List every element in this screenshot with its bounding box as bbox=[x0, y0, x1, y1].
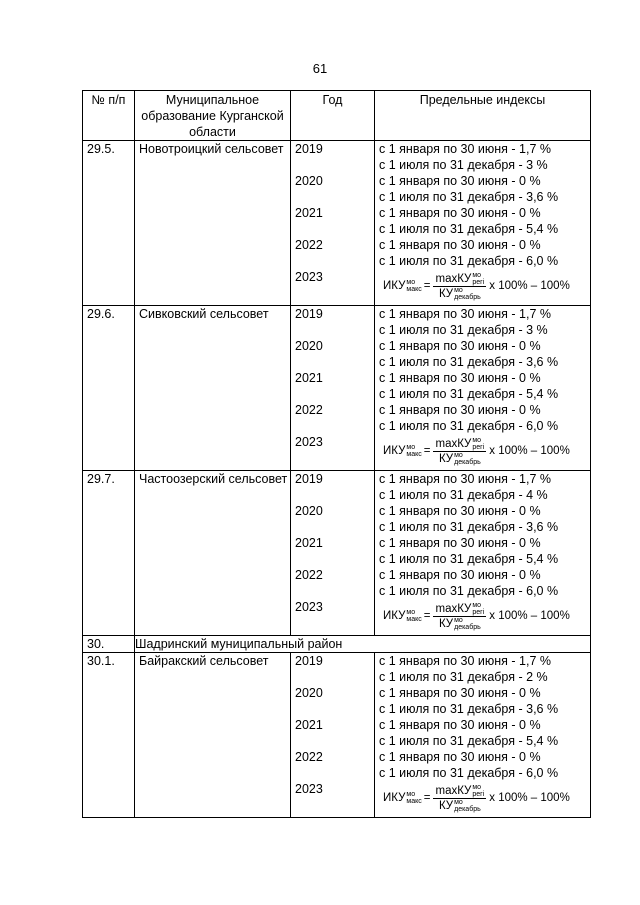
table-body bbox=[83, 141, 591, 818]
formula-num-indices bbox=[472, 784, 484, 798]
index-line: с 1 января по 30 июня - 0 % bbox=[379, 686, 541, 700]
row-number-text: 29.6. bbox=[87, 307, 115, 321]
formula-den-indices bbox=[454, 287, 481, 301]
formula-lhs: ИКУ bbox=[383, 610, 406, 622]
formula-num-sup: мо bbox=[472, 271, 482, 279]
row-number-text: 30.1. bbox=[87, 654, 115, 668]
formula-num-indices bbox=[472, 602, 484, 616]
year-value: 2023 bbox=[295, 782, 323, 796]
year-value: 2019 bbox=[295, 142, 323, 156]
indices-cell bbox=[375, 141, 591, 306]
index-line: с 1 января по 30 июня - 0 % bbox=[379, 206, 541, 220]
formula-den-main: КУ bbox=[438, 799, 454, 812]
formula-num-sup: мо bbox=[472, 601, 482, 609]
formula bbox=[383, 781, 570, 815]
index-line: с 1 июля по 31 декабря - 3,6 % bbox=[379, 702, 559, 716]
formula-lhs-indices bbox=[406, 279, 421, 293]
formula-row bbox=[379, 434, 590, 470]
year-cell bbox=[291, 471, 375, 636]
row-number bbox=[83, 141, 135, 306]
row-number bbox=[83, 653, 135, 818]
municipality-name-text: Байракский сельсовет bbox=[139, 654, 269, 668]
index-line: с 1 июля по 31 декабря - 3,6 % bbox=[379, 520, 559, 534]
formula-denominator bbox=[437, 799, 483, 813]
index-line: с 1 января по 30 июня - 0 % bbox=[379, 750, 541, 764]
formula-equals: = bbox=[423, 610, 431, 622]
index-line: с 1 июля по 31 декабря - 3 % bbox=[379, 158, 548, 172]
municipality-name-text: Новотроицкий сельсовет bbox=[139, 142, 284, 156]
index-line: с 1 июля по 31 декабря - 4 % bbox=[379, 488, 548, 502]
formula-num-main: maxКУ bbox=[435, 602, 472, 615]
municipality-name bbox=[135, 306, 291, 471]
year-value: 2022 bbox=[295, 238, 323, 252]
formula-den-main: КУ bbox=[438, 287, 454, 300]
header-year: Год bbox=[291, 91, 375, 141]
page-number: 61 bbox=[312, 61, 328, 76]
formula-den-sup: мо bbox=[454, 616, 463, 624]
municipality-name bbox=[135, 653, 291, 818]
formula-num-main: maxКУ bbox=[435, 784, 472, 797]
index-line: с 1 июля по 31 декабря - 5,4 % bbox=[379, 222, 559, 236]
formula-tail: x 100% – 100% bbox=[489, 445, 570, 457]
formula bbox=[383, 434, 570, 468]
formula-numerator bbox=[433, 272, 486, 287]
index-line: с 1 июля по 31 декабря - 6,0 % bbox=[379, 584, 559, 598]
formula bbox=[383, 269, 570, 303]
indices-cell bbox=[375, 653, 591, 818]
municipality-name-text: Частоозерский сельсовет bbox=[139, 472, 288, 486]
formula-fraction bbox=[433, 784, 486, 813]
formula-lhs-indices bbox=[406, 609, 421, 623]
table-row bbox=[83, 471, 591, 636]
year-value: 2019 bbox=[295, 307, 323, 321]
year-value: 2023 bbox=[295, 435, 323, 449]
index-line: с 1 января по 30 июня - 1,7 % bbox=[379, 472, 551, 486]
year-value: 2020 bbox=[295, 504, 323, 518]
header-municipality: Муниципальное образование Курганской области bbox=[135, 91, 291, 141]
formula-lhs-sub: макс bbox=[406, 286, 422, 293]
indices-cell bbox=[375, 471, 591, 636]
index-line: с 1 июля по 31 декабря - 5,4 % bbox=[379, 552, 559, 566]
formula-num-sub: регі bbox=[472, 608, 485, 616]
year-cell bbox=[291, 653, 375, 818]
municipality-name bbox=[135, 141, 291, 306]
index-line: с 1 января по 30 июня - 0 % bbox=[379, 174, 541, 188]
year-value: 2021 bbox=[295, 206, 323, 220]
row-number bbox=[83, 471, 135, 636]
year-value: 2019 bbox=[295, 654, 323, 668]
indices-cell bbox=[375, 306, 591, 471]
index-line: с 1 июля по 31 декабря - 3,6 % bbox=[379, 355, 559, 369]
formula-row bbox=[379, 599, 590, 635]
formula-den-sub: декабрь bbox=[454, 805, 481, 813]
formula-num-sub: регі bbox=[472, 278, 485, 286]
table-row bbox=[83, 653, 591, 818]
formula-numerator bbox=[433, 602, 486, 617]
year-cell bbox=[291, 141, 375, 306]
formula-lhs: ИКУ bbox=[383, 792, 406, 804]
district-name: Шадринский муниципальный район bbox=[135, 636, 591, 653]
municipality-name-text: Сивковский сельсовет bbox=[139, 307, 269, 321]
year-value: 2020 bbox=[295, 174, 323, 188]
year-value: 2022 bbox=[295, 403, 323, 417]
formula-tail: x 100% – 100% bbox=[489, 280, 570, 292]
index-line: с 1 января по 30 июня - 1,7 % bbox=[379, 654, 551, 668]
year-cell bbox=[291, 306, 375, 471]
formula-lhs-sup: мо bbox=[406, 444, 416, 451]
header-num: № п/п bbox=[83, 91, 135, 141]
year-value: 2020 bbox=[295, 686, 323, 700]
district-row bbox=[83, 636, 591, 653]
table-header-row bbox=[83, 91, 591, 141]
formula-num-sub: регі bbox=[472, 790, 485, 798]
index-line: с 1 января по 30 июня - 0 % bbox=[379, 371, 541, 385]
formula-row bbox=[379, 781, 590, 817]
index-line: с 1 января по 30 июня - 0 % bbox=[379, 238, 541, 252]
municipality-name bbox=[135, 471, 291, 636]
row-number-text: 29.5. bbox=[87, 142, 115, 156]
formula-tail: x 100% – 100% bbox=[489, 792, 570, 804]
index-line: с 1 января по 30 июня - 1,7 % bbox=[379, 307, 551, 321]
formula-denominator bbox=[437, 452, 483, 466]
formula-lhs: ИКУ bbox=[383, 280, 406, 292]
index-line: с 1 июля по 31 декабря - 3 % bbox=[379, 323, 548, 337]
formula-denominator bbox=[437, 617, 483, 631]
formula-den-main: КУ bbox=[438, 617, 454, 630]
formula-num-sub: регі bbox=[472, 443, 485, 451]
index-line: с 1 июля по 31 декабря - 2 % bbox=[379, 670, 548, 684]
formula-den-sub: декабрь bbox=[454, 293, 481, 301]
index-line: с 1 января по 30 июня - 0 % bbox=[379, 536, 541, 550]
index-line: с 1 января по 30 июня - 0 % bbox=[379, 339, 541, 353]
year-value: 2021 bbox=[295, 371, 323, 385]
district-number: 30. bbox=[83, 636, 135, 653]
formula-lhs-sub: макс bbox=[406, 616, 422, 623]
formula-den-indices bbox=[454, 452, 481, 466]
table-row bbox=[83, 306, 591, 471]
year-value: 2022 bbox=[295, 568, 323, 582]
year-value: 2021 bbox=[295, 536, 323, 550]
index-line: с 1 января по 30 июня - 0 % bbox=[379, 403, 541, 417]
year-value: 2023 bbox=[295, 600, 323, 614]
index-line: с 1 июля по 31 декабря - 5,4 % bbox=[379, 734, 559, 748]
formula-num-sup: мо bbox=[472, 783, 482, 791]
formula-den-sup: мо bbox=[454, 798, 463, 806]
formula-equals: = bbox=[423, 280, 431, 292]
formula-den-indices bbox=[454, 617, 481, 631]
year-value: 2020 bbox=[295, 339, 323, 353]
formula-den-main: КУ bbox=[438, 452, 454, 465]
index-line: с 1 июля по 31 декабря - 5,4 % bbox=[379, 387, 559, 401]
year-value: 2023 bbox=[295, 270, 323, 284]
indices-table bbox=[82, 90, 591, 818]
formula-lhs-sub: макс bbox=[406, 451, 422, 458]
formula-lhs-sub: макс bbox=[406, 798, 422, 805]
formula-lhs-indices bbox=[406, 791, 421, 805]
formula-lhs-sup: мо bbox=[406, 279, 416, 286]
formula-equals: = bbox=[423, 792, 431, 804]
formula-den-sup: мо bbox=[454, 451, 463, 459]
index-line: с 1 января по 30 июня - 1,7 % bbox=[379, 142, 551, 156]
formula-den-sub: декабрь bbox=[454, 623, 481, 631]
formula-row bbox=[379, 269, 590, 305]
row-number-text: 29.7. bbox=[87, 472, 115, 486]
header-indices: Предельные индексы bbox=[375, 91, 591, 141]
formula-num-sup: мо bbox=[472, 436, 482, 444]
row-number bbox=[83, 306, 135, 471]
index-line: с 1 июля по 31 декабря - 6,0 % bbox=[379, 766, 559, 780]
year-value: 2022 bbox=[295, 750, 323, 764]
formula-fraction bbox=[433, 602, 486, 631]
formula-tail: x 100% – 100% bbox=[489, 610, 570, 622]
index-line: с 1 января по 30 июня - 0 % bbox=[379, 718, 541, 732]
formula-lhs-sup: мо bbox=[406, 791, 416, 798]
index-line: с 1 июля по 31 декабря - 6,0 % bbox=[379, 254, 559, 268]
formula-num-indices bbox=[472, 437, 484, 451]
formula-numerator bbox=[433, 437, 486, 452]
table-row bbox=[83, 141, 591, 306]
formula-denominator bbox=[437, 287, 483, 301]
formula-den-indices bbox=[454, 799, 481, 813]
formula bbox=[383, 599, 570, 633]
formula-numerator bbox=[433, 784, 486, 799]
index-line: с 1 января по 30 июня - 0 % bbox=[379, 568, 541, 582]
formula-num-indices bbox=[472, 272, 484, 286]
formula-num-main: maxКУ bbox=[435, 437, 472, 450]
index-line: с 1 июля по 31 декабря - 3,6 % bbox=[379, 190, 559, 204]
formula-den-sub: декабрь bbox=[454, 458, 481, 466]
formula-lhs: ИКУ bbox=[383, 445, 406, 457]
formula-fraction bbox=[433, 272, 486, 301]
formula-equals: = bbox=[423, 445, 431, 457]
index-line: с 1 июля по 31 декабря - 6,0 % bbox=[379, 419, 559, 433]
index-line: с 1 января по 30 июня - 0 % bbox=[379, 504, 541, 518]
year-value: 2019 bbox=[295, 472, 323, 486]
formula-den-sup: мо bbox=[454, 286, 463, 294]
year-value: 2021 bbox=[295, 718, 323, 732]
formula-lhs-sup: мо bbox=[406, 609, 416, 616]
formula-lhs-indices bbox=[406, 444, 421, 458]
formula-fraction bbox=[433, 437, 486, 466]
formula-num-main: maxКУ bbox=[435, 272, 472, 285]
